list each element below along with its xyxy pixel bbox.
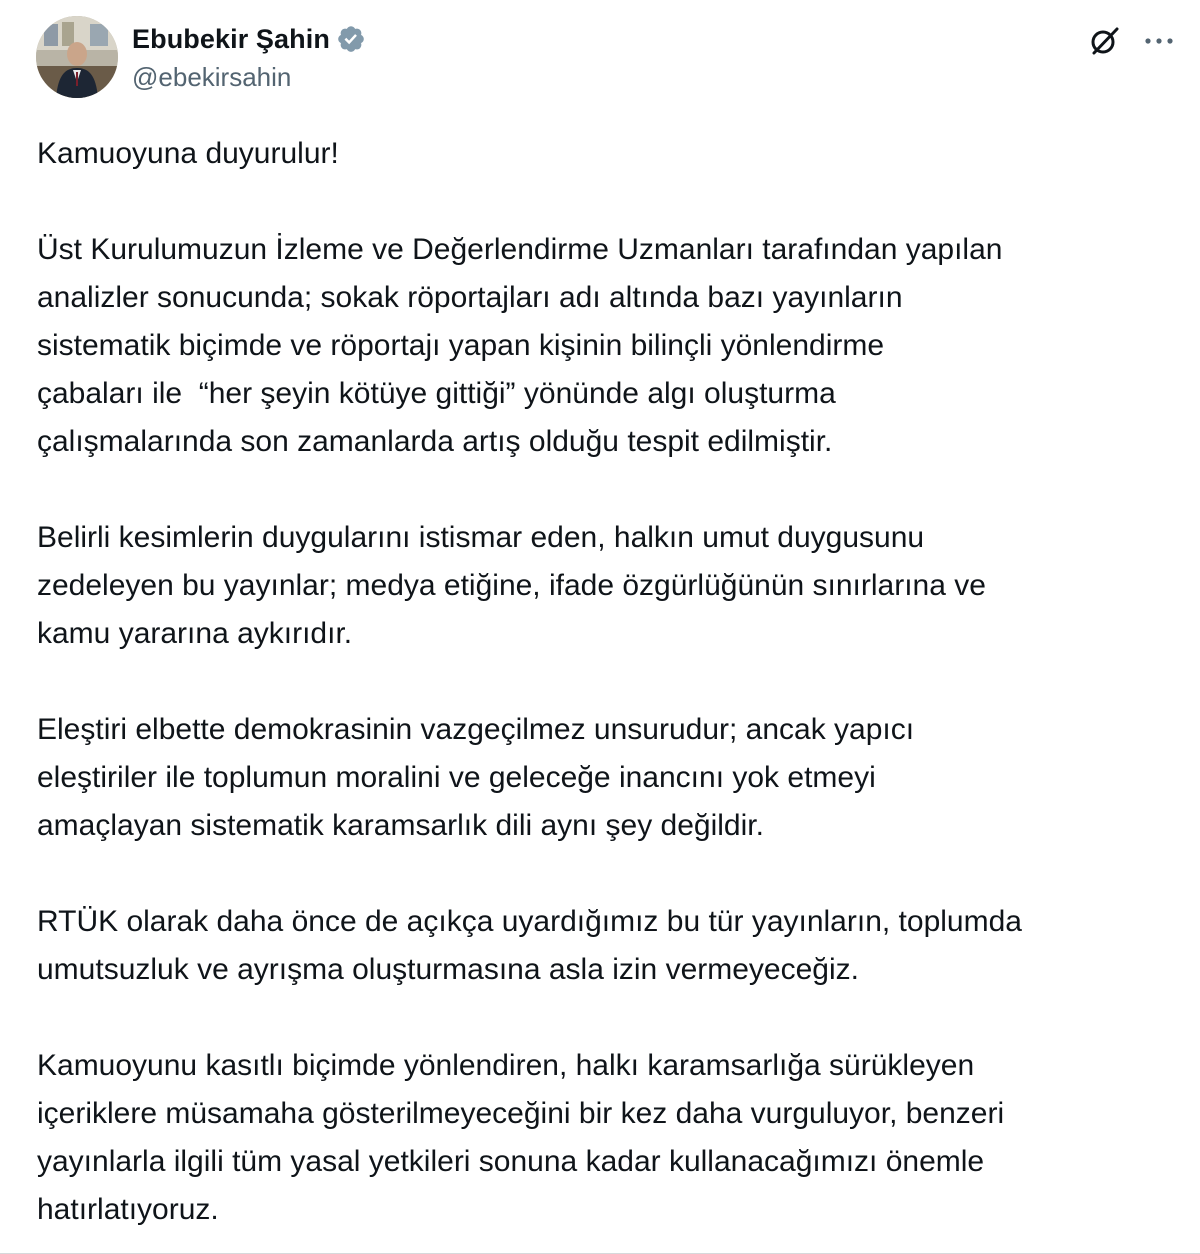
- grok-icon[interactable]: [1088, 24, 1122, 58]
- tweet-paragraph: Kamuoyunu kasıtlı biçimde yönlendiren, halkı karamsarlığa sürükleyen içeriklere müsamaha gösterilmeyeceğini bir kez daha vurguluyor, benzeri yayınlarla ilgili tüm yasal yetkileri sonuna kadar kullanacağımızı önemle hatırlatıyoruz.: [37, 1049, 1005, 1226]
- handle[interactable]: @ebekirsahin: [132, 62, 292, 92]
- tweet-paragraph: Kamuoyuna duyurulur!: [37, 137, 339, 170]
- display-name[interactable]: Ebubekir Şahin: [132, 23, 330, 54]
- tweet-text: [37, 130, 1187, 1234]
- profile-photo-icon: [36, 16, 118, 98]
- display-name-row: [132, 20, 366, 58]
- tweet-header: [36, 16, 1176, 102]
- more-icon[interactable]: [1142, 24, 1176, 58]
- verified-badge-icon[interactable]: [336, 24, 366, 54]
- tweet-paragraph: RTÜK olarak daha önce de açıkça uyardığımız bu tür yayınların, toplumda umutsuzluk ve ayrışma oluşturmasına asla izin vermeyeceğiz.: [37, 905, 1022, 986]
- tweet-paragraph: Üst Kurulumuzun İzleme ve Değerlendirme Uzmanları tarafından yapılan analizler sonucunda; sokak röportajları adı altında bazı yayınların sistematik biçimde ve röportajı yapan kişinin bilinçli yönlendirme çabaları ile “her şeyin kötüye gittiği” yönünde algı oluşturma çalışmalarında son zamanlarda artış olduğu tespit edilmiştir.: [37, 233, 1003, 458]
- author-info: [132, 20, 366, 93]
- tweet-paragraph: Eleştiri elbette demokrasinin vazgeçilmez unsurudur; ancak yapıcı eleştiriler ile toplumun moralini ve geleceğe inancını yok etmeyi amaçlayan sistematik karamsarlık dili aynı şey değildir.: [37, 713, 915, 842]
- tweet-actions: [1088, 24, 1176, 58]
- tweet-paragraph: Belirli kesimlerin duygularını istismar eden, halkın umut duygusunu zedeleyen bu yayınlar; medya etiğine, ifade özgürlüğünün sınırlarına ve kamu yararına aykırıdır.: [37, 521, 986, 650]
- avatar[interactable]: [36, 16, 118, 98]
